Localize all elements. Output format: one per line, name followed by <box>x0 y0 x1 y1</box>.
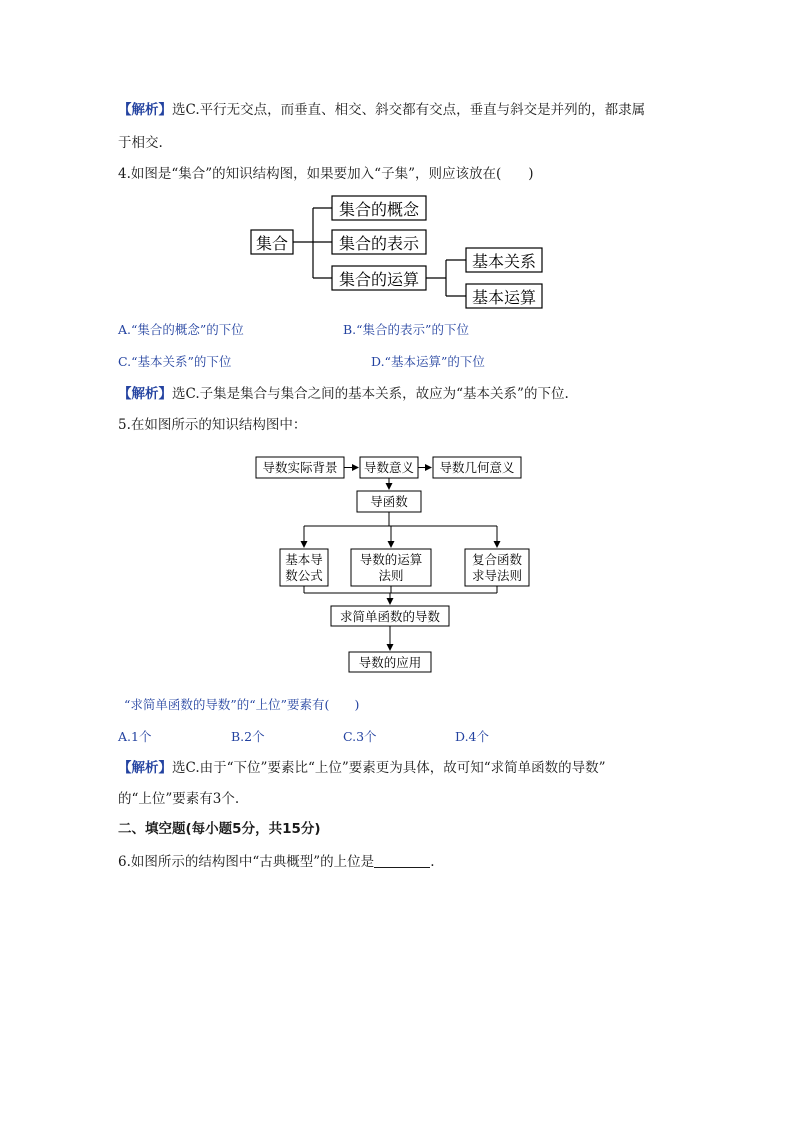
q4-option-c: C.“基本关系”的下位 <box>118 354 232 369</box>
q5-option-c: C.3个 <box>343 729 377 744</box>
q5-option-b: B.2个 <box>231 729 265 744</box>
analysis-tag: 【解析】 <box>118 102 172 118</box>
node-set-concept: 集合的概念 <box>338 200 420 219</box>
section-heading: 二、填空题(每小题5分，共15分) <box>118 821 321 837</box>
q3-analysis-cont: 于相交. <box>118 135 163 151</box>
analysis-tag: 【解析】 <box>118 760 172 776</box>
node-composite-rule-line1: 复合函数 <box>471 552 523 567</box>
node-derived-function: 导函数 <box>370 494 408 509</box>
node-basic-formula-line1: 基本导 <box>285 552 323 567</box>
analysis-text: 选C.平行无交点，而垂直、相交、斜交都有交点，垂直与斜交是并列的，都隶属 <box>172 102 646 118</box>
node-derivative-application: 导数的应用 <box>358 655 422 670</box>
node-composite-rule-line2: 求导法则 <box>471 568 523 583</box>
answer-blank <box>374 853 430 868</box>
node-root: 集合 <box>255 234 289 253</box>
node-set-operation: 集合的运算 <box>338 270 420 289</box>
q4-option-b: B.“集合的表示”的下位 <box>343 322 469 337</box>
q5-option-d: D.4个 <box>455 729 490 744</box>
node-derivative-meaning: 导数意义 <box>363 460 415 475</box>
q3-analysis <box>118 100 645 120</box>
q5-option-a: A.1个 <box>118 729 152 744</box>
node-basic-formula-line2: 数公式 <box>285 568 323 583</box>
q4-stem: 4.如图是“集合”的知识结构图，如果要加入“子集”，则应该放在( ) <box>118 166 534 182</box>
node-set-representation: 集合的表示 <box>338 234 420 253</box>
analysis-text: 选C.子集是集合与集合之间的基本关系，故应为“基本关系”的下位. <box>172 386 569 402</box>
node-basic-operation: 基本运算 <box>471 288 537 307</box>
node-derivative-geometric-meaning: 导数几何意义 <box>439 460 515 475</box>
derivative-structure-diagram <box>0 448 794 688</box>
q4-option-a: A.“集合的概念”的下位 <box>118 322 244 337</box>
set-structure-diagram <box>0 192 794 312</box>
q5-analysis-cont: 的“上位”要素有3个. <box>118 791 240 807</box>
q4-option-d: D.“基本运算”的下位 <box>371 354 485 369</box>
q6-stem-end: . <box>430 854 435 870</box>
node-basic-relation: 基本关系 <box>471 252 537 271</box>
node-simple-function-derivative: 求简单函数的导数 <box>339 609 441 624</box>
q6-stem <box>118 852 434 872</box>
analysis-tag: 【解析】 <box>118 386 172 402</box>
q4-analysis <box>118 384 569 404</box>
q5-analysis <box>118 758 606 778</box>
node-operation-rules-line1: 导数的运算 <box>359 552 423 567</box>
q6-stem-text: 6.如图所示的结构图中“古典概型”的上位是 <box>118 854 375 870</box>
node-operation-rules-line2: 法则 <box>378 568 404 583</box>
node-derivative-background: 导数实际背景 <box>262 460 338 475</box>
q5-question: “求简单函数的导数”的“上位”要素有( ) <box>124 697 360 712</box>
analysis-text: 选C.由于“下位”要素比“上位”要素更为具体，故可知“求简单函数的导数” <box>172 760 606 776</box>
q5-stem: 5.在如图所示的知识结构图中： <box>118 417 307 433</box>
